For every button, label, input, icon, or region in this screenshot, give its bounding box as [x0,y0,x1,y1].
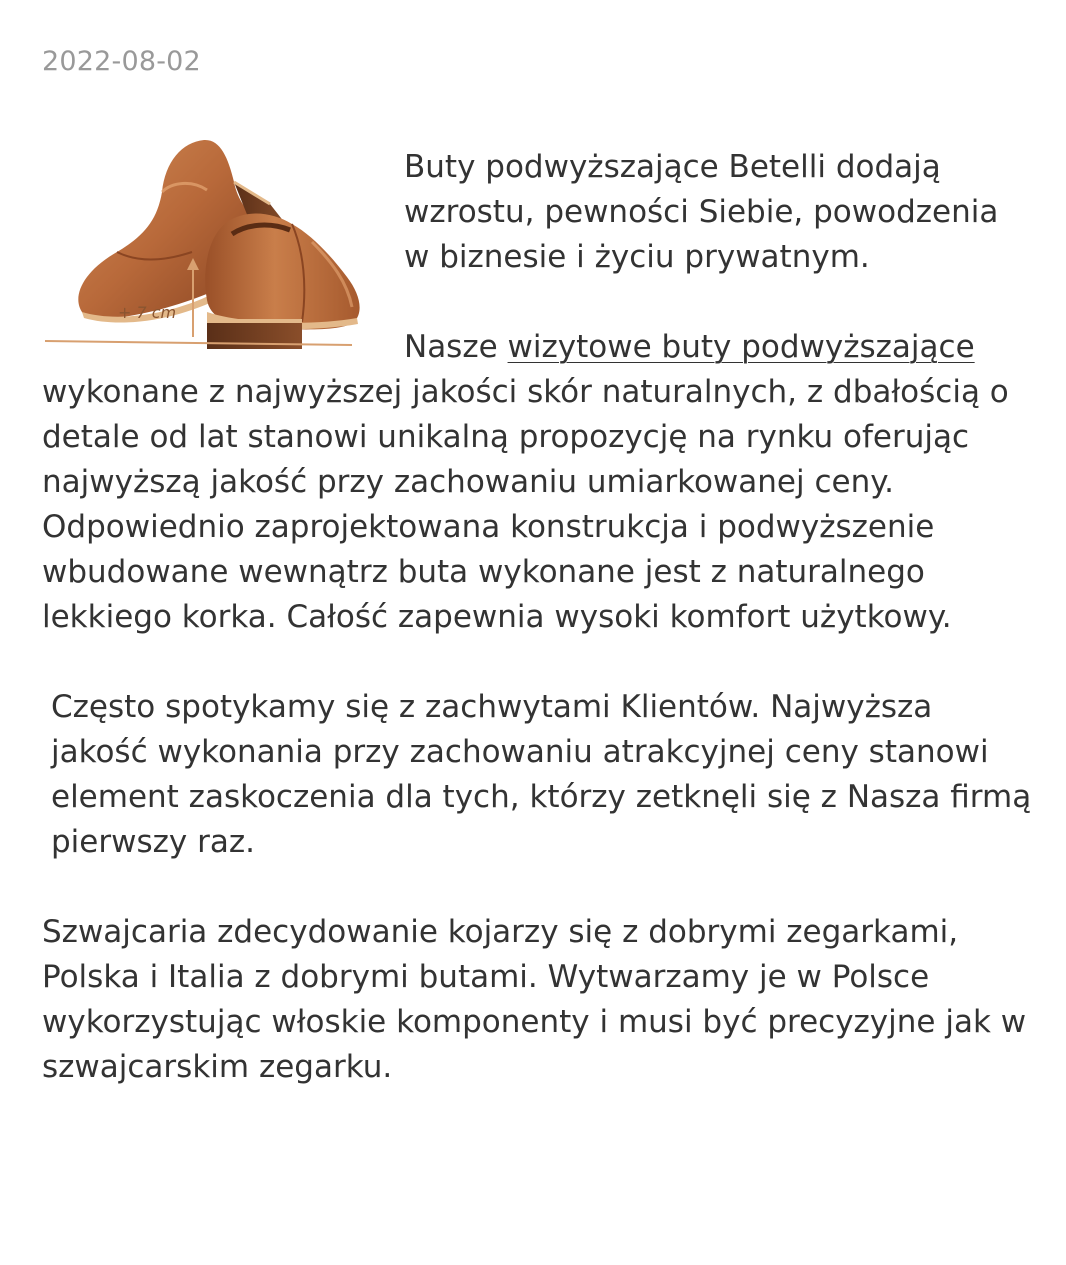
description-paragraph [42,325,1032,640]
article-body [42,145,1032,1090]
post-date: 2022-08-02 [42,46,201,77]
shoes-image [42,112,382,352]
intro-paragraph: Buty podwyższające Betelli dodają wzrostu, pewności Siebie, powodzenia w biznesie i życiu prywatnym. [404,149,999,275]
formal-shoes-link[interactable]: wizytowe buty podwyższające [507,329,975,365]
description-rest: wykonane z najwyższej jakości skór naturalnych, z dbałością o detale od lat stanowi unikalną propozycję na rynku oferując najwyższą jakość przy zachowaniu umiarkowanej ceny. Odpowiednio zaprojektowana konstrukcja i podwyższenie wbudowane wewnątrz buta wykonane jest z naturalnego lekkiego korka. Całość zapewnia wysoki komfort użytkowy. [42,374,1009,635]
customers-paragraph: Często spotykamy się z zachwytami Klientów. Najwyższa jakość wykonania przy zachowaniu atrakcyjnej ceny stanowi element zaskoczenia dla tych, którzy zetknęli się z Nasza firmą pierwszy raz. [51,689,1032,860]
description-lead: Nasze [404,329,508,365]
shoes-height-illustration-icon [42,112,382,352]
height-label: + 7 cm [118,303,177,322]
craft-paragraph: Szwajcaria zdecydowanie kojarzy się z dobrymi zegarkami, Polska i Italia z dobrymi butami. Wytwarzamy je w Polsce wykorzystując włoskie komponenty i musi być precyzyjne jak w szwajcarskim zegarku. [42,914,1027,1085]
